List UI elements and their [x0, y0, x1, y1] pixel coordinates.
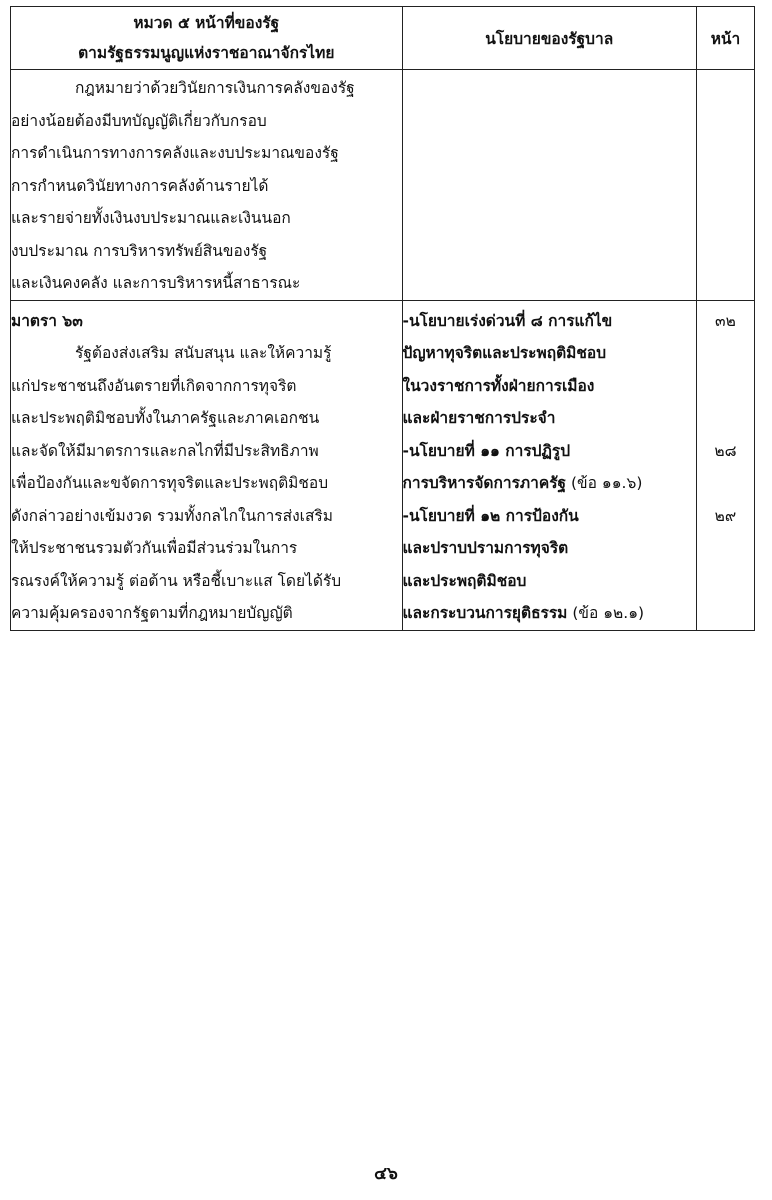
page-ref: ๓๒	[715, 311, 736, 330]
policy-line-text: และกระบวนการยุติธรรม	[402, 604, 568, 622]
constitution-text-cell	[11, 300, 403, 630]
policy-line: และประพฤติมิชอบ	[402, 571, 527, 590]
table-header-row	[11, 7, 755, 70]
text-line: และประพฤติมิชอบทั้งในภาครัฐและภาคเอกชน	[11, 409, 320, 427]
text-line: รณรงค์ให้ความรู้ ต่อต้าน หรือชี้เบาะแส โดยได้รับ	[11, 571, 342, 590]
table-row	[11, 300, 755, 630]
page-cell	[696, 300, 754, 630]
policy-clause-ref: (ข้อ ๑๒.๑)	[567, 604, 645, 622]
table-row	[11, 70, 755, 301]
text-line: ดังกล่าวอย่างเข้มงวด รวมทั้งกลไกในการส่งเสริม	[11, 506, 333, 525]
text-line: เพื่อป้องกันและขจัดการทุจริตและประพฤติมิชอบ	[11, 474, 329, 492]
policy-cell	[402, 70, 696, 301]
text-line: ให้ประชาชนรวมตัวกันเพื่อมีส่วนร่วมในการ	[11, 539, 298, 557]
header-constitution-chapter	[11, 7, 403, 70]
page-ref: ๒๘	[714, 441, 737, 460]
policy-line: -นโยบายที่ ๑๑ การปฏิรูป	[402, 441, 571, 460]
header-col1-line1: หมวด ๕ หน้าที่ของรัฐ	[133, 14, 280, 32]
text-line: และรายจ่ายทั้งเงินงบประมาณและเงินนอก	[11, 209, 291, 227]
policy-line: -นโยบายเร่งด่วนที่ ๘ การแก้ไข	[402, 311, 613, 330]
policy-clause-ref: (ข้อ ๑๑.๖)	[566, 474, 643, 492]
header-page: หน้า	[696, 7, 754, 70]
text-line: รัฐต้องส่งเสริม สนับสนุน และให้ความรู้	[75, 344, 332, 362]
text-line: การกำหนดวินัยทางการคลังด้านรายได้	[11, 176, 269, 195]
policy-line-text: การบริหารจัดการภาครัฐ	[402, 474, 567, 492]
page-ref: ๒๙	[714, 506, 737, 525]
policy-line: และฝ่ายราชการประจำ	[402, 409, 556, 427]
text-line: และจัดให้มีมาตรการและกลไกที่มีประสิทธิภาพ	[11, 441, 319, 460]
header-col1-line2: ตามรัฐธรรมนูญแห่งราชอาณาจักรไทย	[78, 44, 335, 62]
policy-cell	[402, 300, 696, 630]
text-line: ความคุ้มครองจากรัฐตามที่กฎหมายบัญญัติ	[11, 604, 293, 622]
text-line: การดำเนินการทางการคลังและงบประมาณของรัฐ	[11, 144, 339, 162]
policy-line: และปราบปรามการทุจริต	[402, 539, 569, 557]
page-number: ๔๖	[374, 1164, 398, 1184]
policy-line	[403, 467, 696, 500]
text-line: และเงินคงคลัง และการบริหารหนี้สาธารณะ	[11, 274, 301, 292]
policy-line: ในวงราชการทั้งฝ่ายการเมือง	[402, 376, 595, 395]
policy-line	[403, 597, 696, 630]
page-cell	[696, 70, 754, 301]
text-line: กฎหมายว่าด้วยวินัยการเงินการคลังของรัฐ	[75, 79, 355, 97]
section-title: มาตรา ๖๓	[11, 311, 83, 330]
text-line: อย่างน้อยต้องมีบทบัญญัติเกี่ยวกับกรอบ	[11, 111, 267, 130]
text-line: แก่ประชาชนถึงอันตรายที่เกิดจากการทุจริต	[11, 376, 297, 395]
policy-line: ปัญหาทุจริตและประพฤติมิชอบ	[402, 344, 607, 362]
policy-comparison-table	[10, 6, 755, 631]
text-line: งบประมาณ การบริหารทรัพย์สินของรัฐ	[11, 241, 268, 260]
header-government-policy: นโยบายของรัฐบาล	[402, 7, 696, 70]
constitution-text-cell	[11, 70, 403, 301]
policy-line: -นโยบายที่ ๑๒ การป้องกัน	[402, 506, 579, 525]
